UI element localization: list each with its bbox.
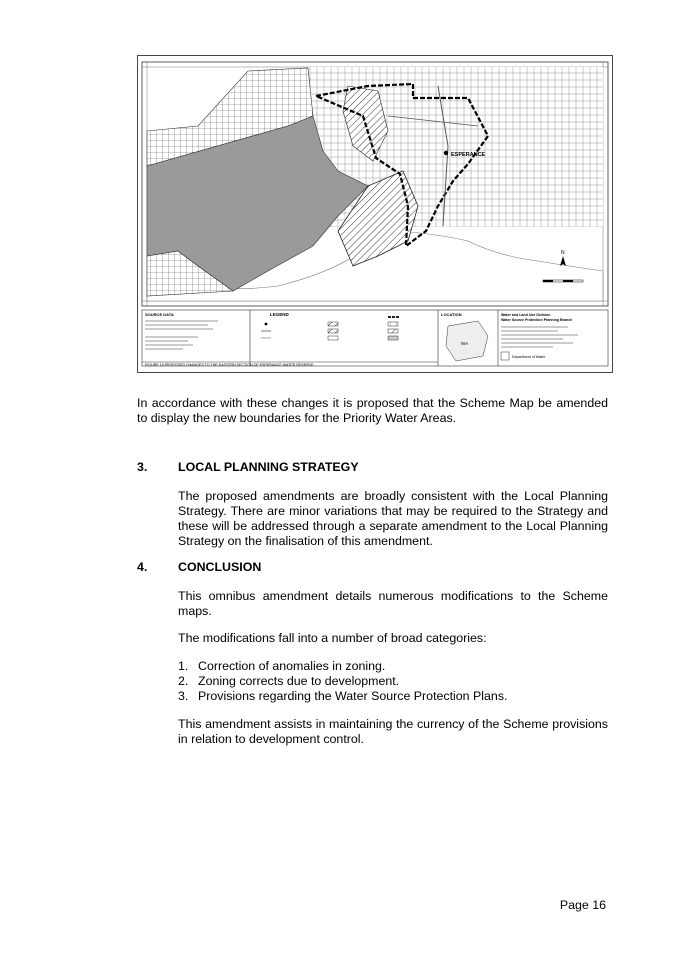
categories-list xyxy=(178,659,608,704)
section-3-heading xyxy=(137,460,359,475)
dept-name: Department of Water xyxy=(512,355,546,359)
section-3-number: 3. xyxy=(137,460,148,474)
map-caption: FIGURE 15 PROPOSED CHANGES TO THE EASTERN SECTION OF ESPERANCE WATER RESERVE xyxy=(145,363,314,367)
org-name: Water and Land Use Division xyxy=(501,313,551,317)
section-4-title: CONCLUSION xyxy=(178,560,262,574)
section-4-number: 4. xyxy=(137,560,148,574)
source-data-title: SOURCE DATA xyxy=(145,312,174,317)
section-4-body-2: The modifications fall into a number of broad categories: xyxy=(178,631,487,645)
branch-name: Water Source Protection Planning Branch xyxy=(501,318,573,322)
page-number: Page 16 xyxy=(559,898,606,912)
location-title: LOCATION xyxy=(441,312,462,317)
section-4-heading xyxy=(137,560,261,575)
section-4-body-1: This omnibus amendment details numerous modifications to the Scheme maps. xyxy=(178,589,608,618)
legend-title: LEGEND xyxy=(270,312,289,317)
section-3-title: LOCAL PLANNING STRATEGY xyxy=(178,460,359,474)
town-marker xyxy=(444,151,448,155)
list-item: 2. Zoning corrects due to development. xyxy=(178,674,400,688)
section-4-body-3: This amendment assists in maintaining the currency of the Scheme provisions in relation to development control. xyxy=(178,717,608,746)
section-3-body: The proposed amendments are broadly consistent with the Local Planning Strategy. There are minor variations that may be required to the Strategy and these will be addressed through a separate amendment to the Local Planning Strategy on the finalisation of this amendment. xyxy=(178,489,608,548)
town-label: ESPERANCE xyxy=(451,152,486,158)
list-item: 1. Correction of anomalies in zoning. xyxy=(178,659,386,673)
priority-water-area-map xyxy=(138,56,612,372)
scale-bar xyxy=(543,280,583,282)
svg-text:N: N xyxy=(561,250,565,256)
map-figure xyxy=(137,55,613,373)
crest-icon xyxy=(501,352,509,360)
location-state: WA xyxy=(461,341,469,346)
intro-paragraph: In accordance with these changes it is proposed that the Scheme Map be amended to display the new boundaries for the Priority Water Areas. xyxy=(137,396,608,425)
list-item: 3. Provisions regarding the Water Source Protection Plans. xyxy=(178,689,508,703)
